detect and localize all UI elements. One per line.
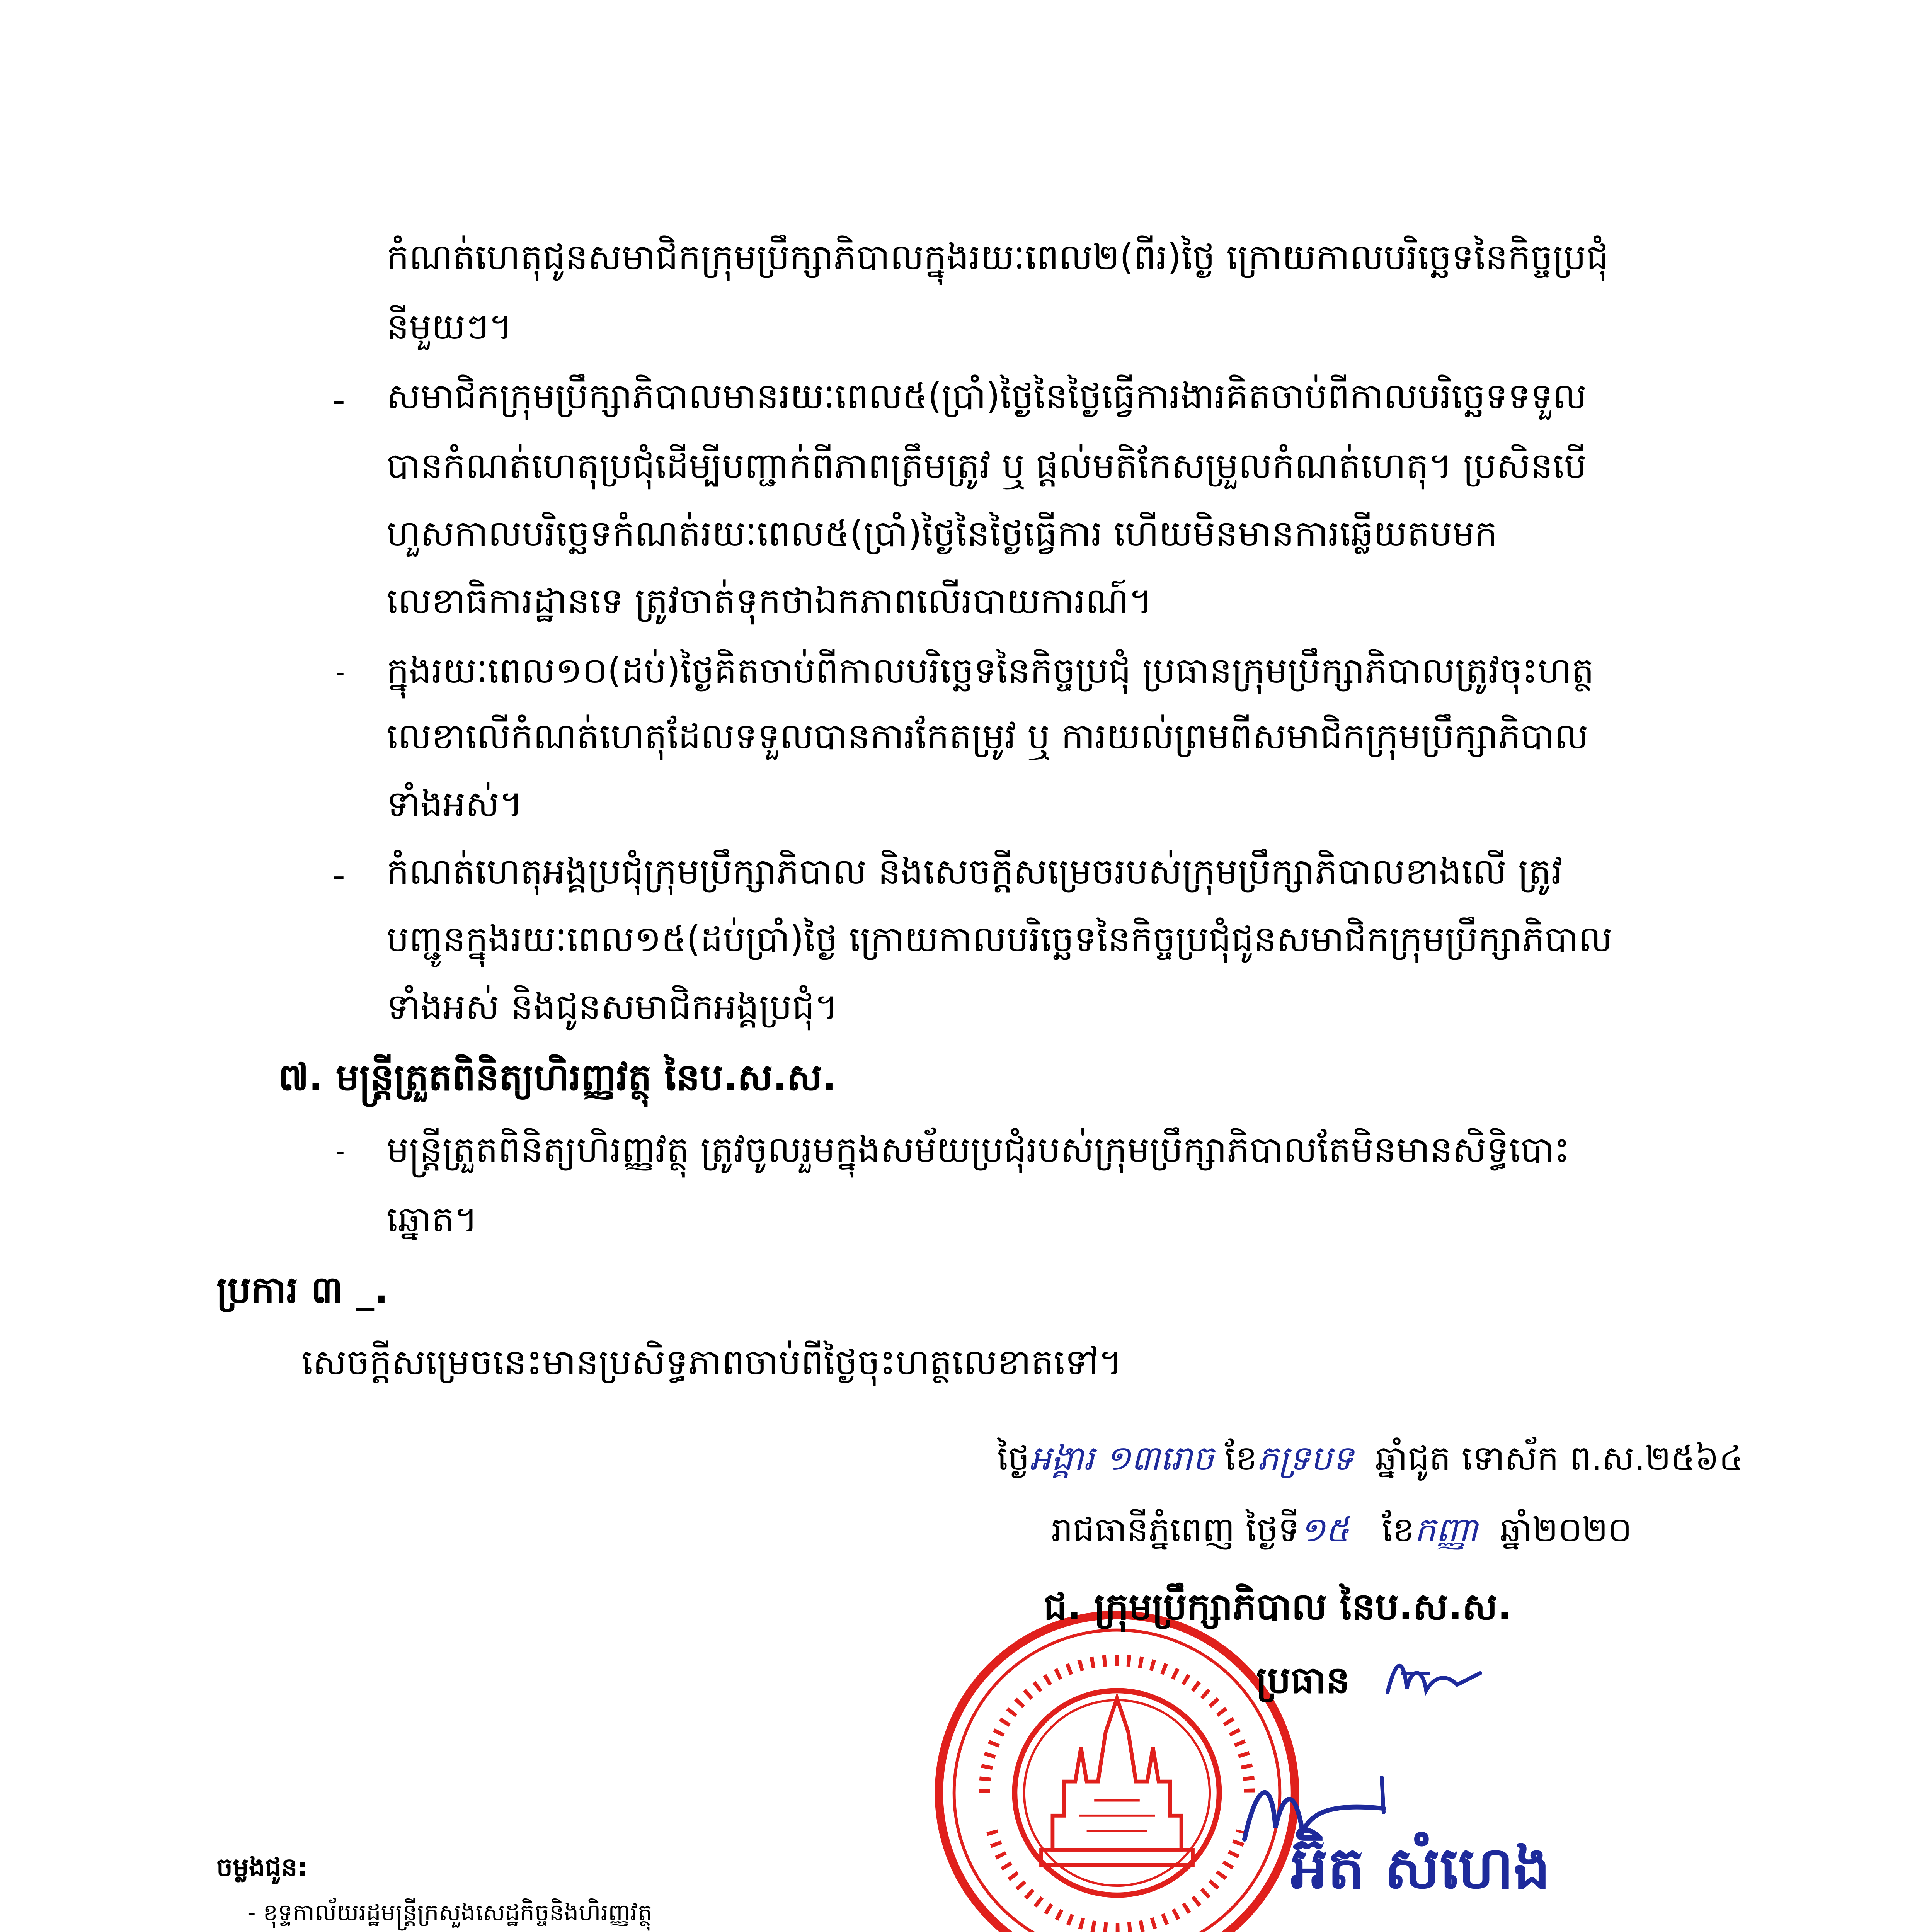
paragraph-line: លេខាលើកំណត់ហេតុដែលទទួលបានការកែតម្រូវ ឬ ការយល់ព្រមពីសមាជិកក្រុមប្រឹក្សាភិបាល bbox=[386, 716, 1588, 757]
lunar-month-handwritten: ភទ្របទ bbox=[1257, 1438, 1354, 1478]
paragraph-line: កំណត់ហេតុជូនសមាជិកក្រុមប្រឹក្សាភិបាលក្នុងរយៈពេល២(ពីរ)ថ្ងៃ ក្រោយកាលបរិច្ឆេទនៃកិច្ចប្រជុំ bbox=[386, 236, 1609, 278]
paragraph-line: កំណត់ហេតុអង្គប្រជុំក្រុមប្រឹក្សាភិបាល និងសេចក្ដីសម្រេចរបស់ក្រុមប្រឹក្សាភិបាលខាងលើ ត្រូវ bbox=[386, 851, 1563, 892]
paragraph-line: ទាំងអស់ និងជូនសមាជិកអង្គប្រជុំ។ bbox=[386, 986, 838, 1027]
lunar-day-handwritten: អង្គារ ១៣រោច bbox=[1029, 1438, 1214, 1478]
lunar-date-prefix: ថ្ងៃ bbox=[997, 1438, 1030, 1478]
bullet-dash: - bbox=[332, 379, 346, 421]
paragraph-line: សមាជិកក្រុមប្រឹក្សាភិបាលមានរយៈពេល៥(ប្រាំ)ថ្ងៃនៃថ្ងៃធ្វើការងារគិតចាប់ពីកាលបរិច្ឆេទទទួល bbox=[386, 376, 1587, 417]
gregorian-day-handwritten: ១៥ bbox=[1299, 1510, 1350, 1549]
paragraph-line: នីមួយៗ។ bbox=[386, 306, 512, 347]
org-line: ជ. ក្រុមប្រឹក្សាភិបាល នៃប.ស.ស. bbox=[1044, 1585, 1512, 1628]
paragraph-line: បានកំណត់ហេតុប្រជុំដើម្បីបញ្ជាក់ពីភាពត្រឹមត្រូវ ឬ ផ្ដល់មតិកែសម្រួលកំណត់ហេតុ។ ប្រសិនបើ bbox=[386, 445, 1587, 486]
gregorian-date bbox=[1051, 1510, 1632, 1549]
bullet-dash: - bbox=[332, 855, 346, 896]
signer-title: ប្រធាន bbox=[1256, 1658, 1350, 1702]
signer-name: អ៊ិត សំហេង bbox=[1291, 1835, 1551, 1902]
lunar-date bbox=[997, 1438, 1743, 1478]
cc-item: - ខុទ្ទកាល័យរដ្ឋមន្ត្រីក្រសួងសេដ្ឋកិច្ចនិងហិរញ្ញវត្ថុ bbox=[247, 1899, 652, 1926]
gregorian-month-handwritten: កញ្ញា bbox=[1414, 1510, 1478, 1549]
bullet-dash: - bbox=[336, 659, 345, 686]
paragraph-line: មន្ត្រីត្រួតពិនិត្យហិរញ្ញវត្ថុ ត្រូវចូលរួមក្នុងសម័យប្រជុំរបស់ក្រុមប្រឹក្សាភិបាលតែមិនមានសិទ្ធិបោះ bbox=[386, 1129, 1570, 1170]
lunar-month-label: ខែ bbox=[1224, 1438, 1257, 1478]
paragraph-line: ទាំងអស់។ bbox=[386, 783, 523, 825]
initial-signature-icon bbox=[1380, 1646, 1488, 1708]
paragraph-line: ឆ្នោត។ bbox=[386, 1199, 478, 1240]
article-heading: ប្រការ ៣ _. bbox=[216, 1268, 388, 1311]
section-heading: ៧. មន្ត្រីត្រួតពិនិត្យហិរញ្ញវត្ថុ នៃប.ស.ស. bbox=[278, 1056, 836, 1099]
cc-title: ចម្លងជូន: bbox=[216, 1852, 308, 1882]
paragraph-line: ហួសកាលបរិច្ឆេទកំណត់រយៈពេល៥(ប្រាំ)ថ្ងៃនៃថ្ងៃធ្វើការ ហើយមិនមានការឆ្លើយតបមក bbox=[386, 513, 1498, 554]
gregorian-date-prefix: រាជធានីភ្នំពេញ ថ្ងៃទី bbox=[1051, 1510, 1300, 1549]
bullet-dash: - bbox=[336, 1138, 345, 1165]
gregorian-year: ឆ្នាំ២០២០ bbox=[1500, 1510, 1632, 1549]
paragraph-line: បញ្ជូនក្នុងរយៈពេល១៥(ដប់ប្រាំ)ថ្ងៃ ក្រោយកាលបរិច្ឆេទនៃកិច្ចប្រជុំជូនសមាជិកក្រុមប្រឹក្សាភិបាល bbox=[386, 918, 1612, 960]
lunar-year: ឆ្នាំជូត ទោស័ក ព.ស.២៥៦៤ bbox=[1375, 1438, 1743, 1478]
paragraph-line: ក្នុងរយៈពេល១០(ដប់)ថ្ងៃគិតចាប់ពីកាលបរិច្ឆេទនៃកិច្ចប្រជុំ ប្រធានក្រុមប្រឹក្សាភិបាលត្រូវចុះហត្ថ bbox=[386, 650, 1594, 691]
gregorian-month-label: ខែ bbox=[1382, 1510, 1415, 1549]
paragraph-line: លេខាធិការដ្ឋានទេ ត្រូវចាត់ទុកថាឯកភាពលើរបាយការណ៍។ bbox=[386, 580, 1153, 622]
article-text: សេចក្ដីសម្រេចនេះមានប្រសិទ្ធភាពចាប់ពីថ្ងៃចុះហត្ថលេខាតទៅ។ bbox=[301, 1342, 1122, 1383]
